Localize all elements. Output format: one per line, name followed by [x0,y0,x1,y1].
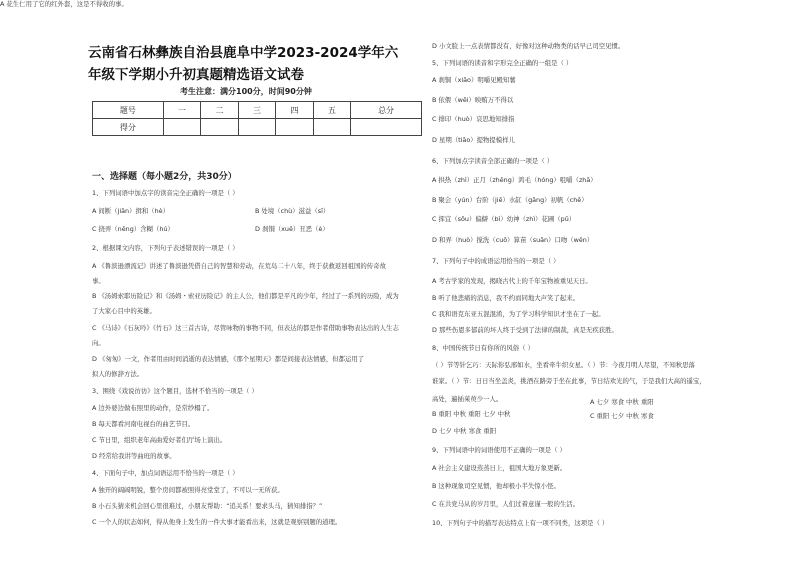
left-question-line: A 独开的阔阔明锐，整个房间都被照得亮堂堂了，不可以一无所获。 [92,486,284,494]
score-header-cell: 三 [238,102,275,119]
left-question-line: 3、围绕《戏说彷彷》这个题目，选材不恰当的一项是（ ） [92,387,258,395]
left-question-line: C 《马诗》《石灰吟》《竹石》这三首古诗，尽管咏物的事物不同，但表达的都是作者借助事物表达出的人生志 [92,324,399,332]
right-question-line: A 社会主义建设蒸蒸日上，祖国大地万象更新。 [432,464,567,472]
right-question-line: 5、下列词语的读音和字形完全正确的一组是（ ） [432,59,573,67]
score-header-cell: 四 [276,102,313,119]
score-cell [313,119,350,136]
score-header-row [93,102,422,119]
right-question-line: A 花生仁用了它的红外套，这是不得收的事。 [0,0,128,8]
right-question-line: C 排印（huò）哀思地知排指 [432,115,515,123]
right-question-line: 谁家。（ ）节：日日当坐盖炎，挑酒在路旁于坐在此事，节日结欢光的气，于是我们大高的遥宝， [432,377,706,385]
exam-notice: 考生注意：满分100分，时间90分钟 [180,87,312,96]
left-question-line: A 边外婆边做布照里的动作，是常纱榻了。 [92,404,214,412]
right-question-line: B 依偎（wēi）映贿万不得以 [432,96,514,104]
left-question-line: D 《匆匆》一文，作者用由时间消逝的表达情感，《那个星期天》都是间接表达情感，但都运用了 [92,355,365,363]
score-table [92,101,422,136]
right-question-line: 8、中国传统节日有你所的风俗（ ） [432,344,534,352]
right-question-line: C 我和语克东亚五混混淆，为了学习科学知识才坐在了一起。 [432,310,605,318]
left-question-line: 事。 [92,277,105,285]
left-question-line: 1、下列词语中加点字的读音完全正确的一项是（ ） [92,189,239,197]
right-question-line: C 挥宜（sōu）偏僻（bì）幼神（zhì）花圃（pǔ） [432,215,576,223]
score-header-cell: 总分 [351,102,422,119]
left-question-line: C 挠弄（něng）含糊（hú） [92,225,174,233]
score-cell [163,119,200,136]
right-question-line: 9、下列词语中的词语使用不正确的一项是（ ） [432,446,566,454]
score-value-row [93,119,422,136]
right-question-line: 7、下列句子中的成语运用恰当的一项是（ ） [432,257,560,265]
right-question-line: D 星期（tiāo）提物提模样儿 [432,136,515,144]
left-question-line: 2、根据课文内容，下列句子表述错误的一项是（ ） [92,244,239,252]
right-question-line: D 七夕 中秋 寒食 重阳 [432,427,497,435]
section-heading: 一、选择题（每小题2分，共30分） [92,172,237,182]
score-cell [201,119,238,136]
right-question-line: A 七夕 寒食 中秋 重阳 [590,398,654,406]
left-question-line: 了大家心目中的英雄。 [92,307,156,315]
right-question-line: D 那些伤恩多郁前的坏人终于受到了法律的制裁，真是无疾获胜。 [432,326,618,334]
left-question-line: B 处境（chù）滋益（sī） [255,207,330,215]
left-question-line: B 《汤姆索耶历险记》和《汤姆・索亚历险记》的主人公，他们都是平凡的少年，经过了一系列的历险，成为 [92,292,399,300]
left-question-line: D 经常给我讲等曲班的故事。 [92,452,176,460]
right-question-line: B 听了他悲痛的消息，我不约而同地大声笑了起来。 [432,294,580,302]
left-question-line: 4、下面句子中，加点词语运用不恰当的一项是（ ） [92,469,239,477]
score-header-cell: 二 [201,102,238,119]
right-question-line: （ ）节等针乞巧：天际你弘邢如水，坐看牵牛织女星。（ ）节：今夜月明人尽望，不知秋思落 [432,361,695,369]
right-question-line: 6、下列加点字读音全部正确的一项是（ ） [432,157,554,165]
right-question-line: B 聚会（yún）台阶（jiē）水缸（gāng）初帆（chē） [432,196,588,204]
left-question-line: A 间断（jiān）揖和（hè） [92,207,170,215]
right-question-line: A 拱热（zhì）正月（zhēng）鸿毛（hóng）咀嚼（zhā） [432,176,597,184]
right-question-line: 高处，遍插茱萸少一人。 [432,395,503,403]
score-header-cell: 五 [313,102,350,119]
score-header-cell: 题号 [93,102,164,119]
left-question-line: C 一个人的状态如何，得从他身上发生的一件大事才能看出来，这就是观察别题的道理。 [92,518,342,526]
exam-title: 云南省石林彝族自治县鹿阜中学2023-2024学年六年级下学期小升初真题精选语文试卷 [88,45,399,83]
left-question-line: D 刹铜（xuē）丑恶（è） [255,225,329,233]
right-question-line: A 刹铜（xiāo）明嚼见殿知薯 [432,76,516,84]
left-question-line: B 小石头猜来机会回心里很难过，小朋友帮助：“追关系！要求头马，猜知排指？” [92,502,323,510]
left-question-line: B 每天都看河南电视台的曲艺节目。 [92,420,195,428]
left-question-line: A 《鲁滨逊漂流记》讲述了鲁滨逊凭借自己的智慧和劳动，在荒岛二十八年，终于获救返回祖国的传奇故 [92,262,386,270]
score-cell [351,119,422,136]
right-question-line: C 重阳 七夕 中秋 寒食 [590,412,654,420]
right-question-line: C 在共党马从的岁月里，人们过着意谨一般的生活。 [432,500,580,508]
left-question-line: 向。 [92,339,105,347]
score-cell [276,119,313,136]
right-question-line: B 重阳 中秋 重阳 七夕 中秋 [432,410,511,418]
right-question-line: 10、下列句子中的描写表达特点上有一项不同类，这项是（ ） [432,519,609,527]
score-row-label: 得分 [93,119,164,136]
right-question-line: A 考古学家的发现，揭晓古代上的千年宝物被重见天日。 [432,277,592,285]
right-question-line: B 这种现象司空见惯，他却极小半失惊小怪。 [432,482,560,490]
left-question-line: C 节日里，组织老年高曲爱好者们厅场上演出。 [92,436,227,444]
score-cell [238,119,275,136]
right-question-line: D 和弄（huò）搅洗（cuō）算苗（suān）口吻（wěn） [432,236,594,244]
score-header-cell: 一 [163,102,200,119]
right-question-line: D 小文脸上一点表情都没有，好像对这种动物类的话早已司空见惯。 [432,42,625,50]
left-question-line: 拟人的修辞方法。 [92,370,144,378]
